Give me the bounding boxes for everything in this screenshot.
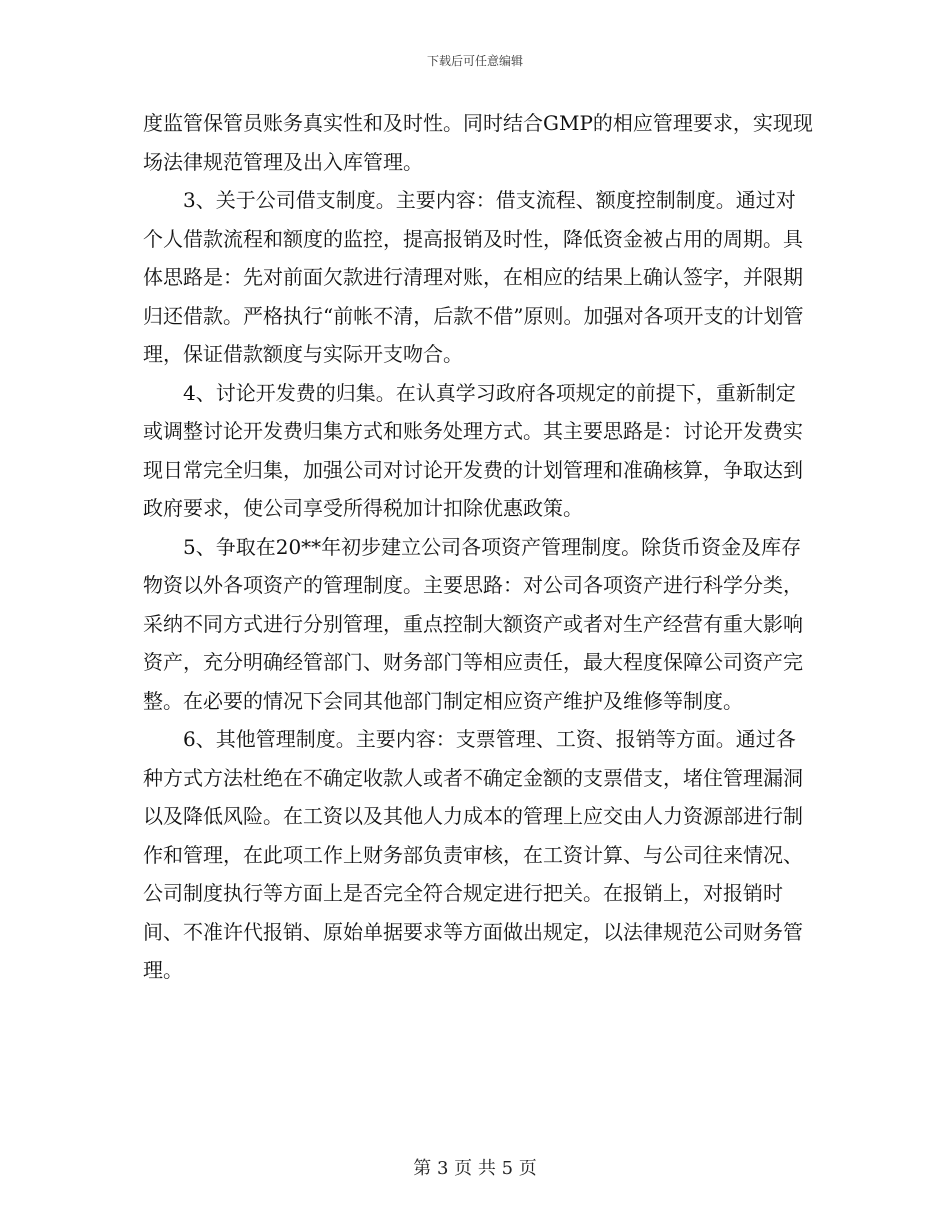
paragraph-loan-policy: 3、关于公司借支制度。主要内容：借支流程、额度控制制度。通过对个人借款流程和额度的监控，提高报销及时性，降低资金被占用的周期。具体思路是：先对前面欠款进行清理对账，在相应的结果上确认签字，并限期归还借款。严格执行“前帐不清，后款不借”原则。加强对各项开支的计划管理，保证借款额度与实际开支吻合。 [143, 188, 804, 366]
page-number: 第 3 页 共 5 页 [413, 1158, 537, 1179]
paragraph-rd-expenses: 4、讨论开发费的归集。在认真学习政府各项规定的前提下，重新制定或调整讨论开发费归集方式和账务处理方式。其主要思路是：讨论开发费实现日常完全归集，加强公司对讨论开发费的计划管理和准确核算，争取达到政府要求，使公司享受所得税加计扣除优惠政策。 [143, 380, 803, 520]
paragraph-continuation: 度监管保管员账务真实性和及时性。同时结合GMP的相应管理要求，实现现场法律规范管理及出入库管理。 [143, 111, 813, 174]
paragraph-other-policies: 6、其他管理制度。主要内容：支票管理、工资、报销等方面。通过各种方式方法杜绝在不确定收款人或者不确定金额的支票借支，堵住管理漏洞以及降低风险。在工资以及其他人力成本的管理上应交由人力资源部进行制作和管理，在此项工作上财务部负责审核，在工资计算、与公司往来情况、公司制度执行等方面上是否完全符合规定进行把关。在报销上，对报销时间、不准许代报销、原始单据要求等方面做出规定，以法律规范公司财务管理。 [143, 727, 803, 982]
page-header: 下载后可任意编辑 [426, 54, 523, 68]
document-body [143, 104, 815, 990]
paragraph-asset-management: 5、争取在20**年初步建立公司各项资产管理制度。除货币资金及库存物资以外各项资产的管理制度。主要思路：对公司各项资产进行科学分类，采纳不同方式进行分别管理，重点控制大额资产或者对生产经营有重大影响资产，充分明确经管部门、财务部门等相应责任，最大程度保障公司资产完整。在必要的情况下会同其他部门制定相应资产维护及维修等制度。 [143, 534, 803, 713]
